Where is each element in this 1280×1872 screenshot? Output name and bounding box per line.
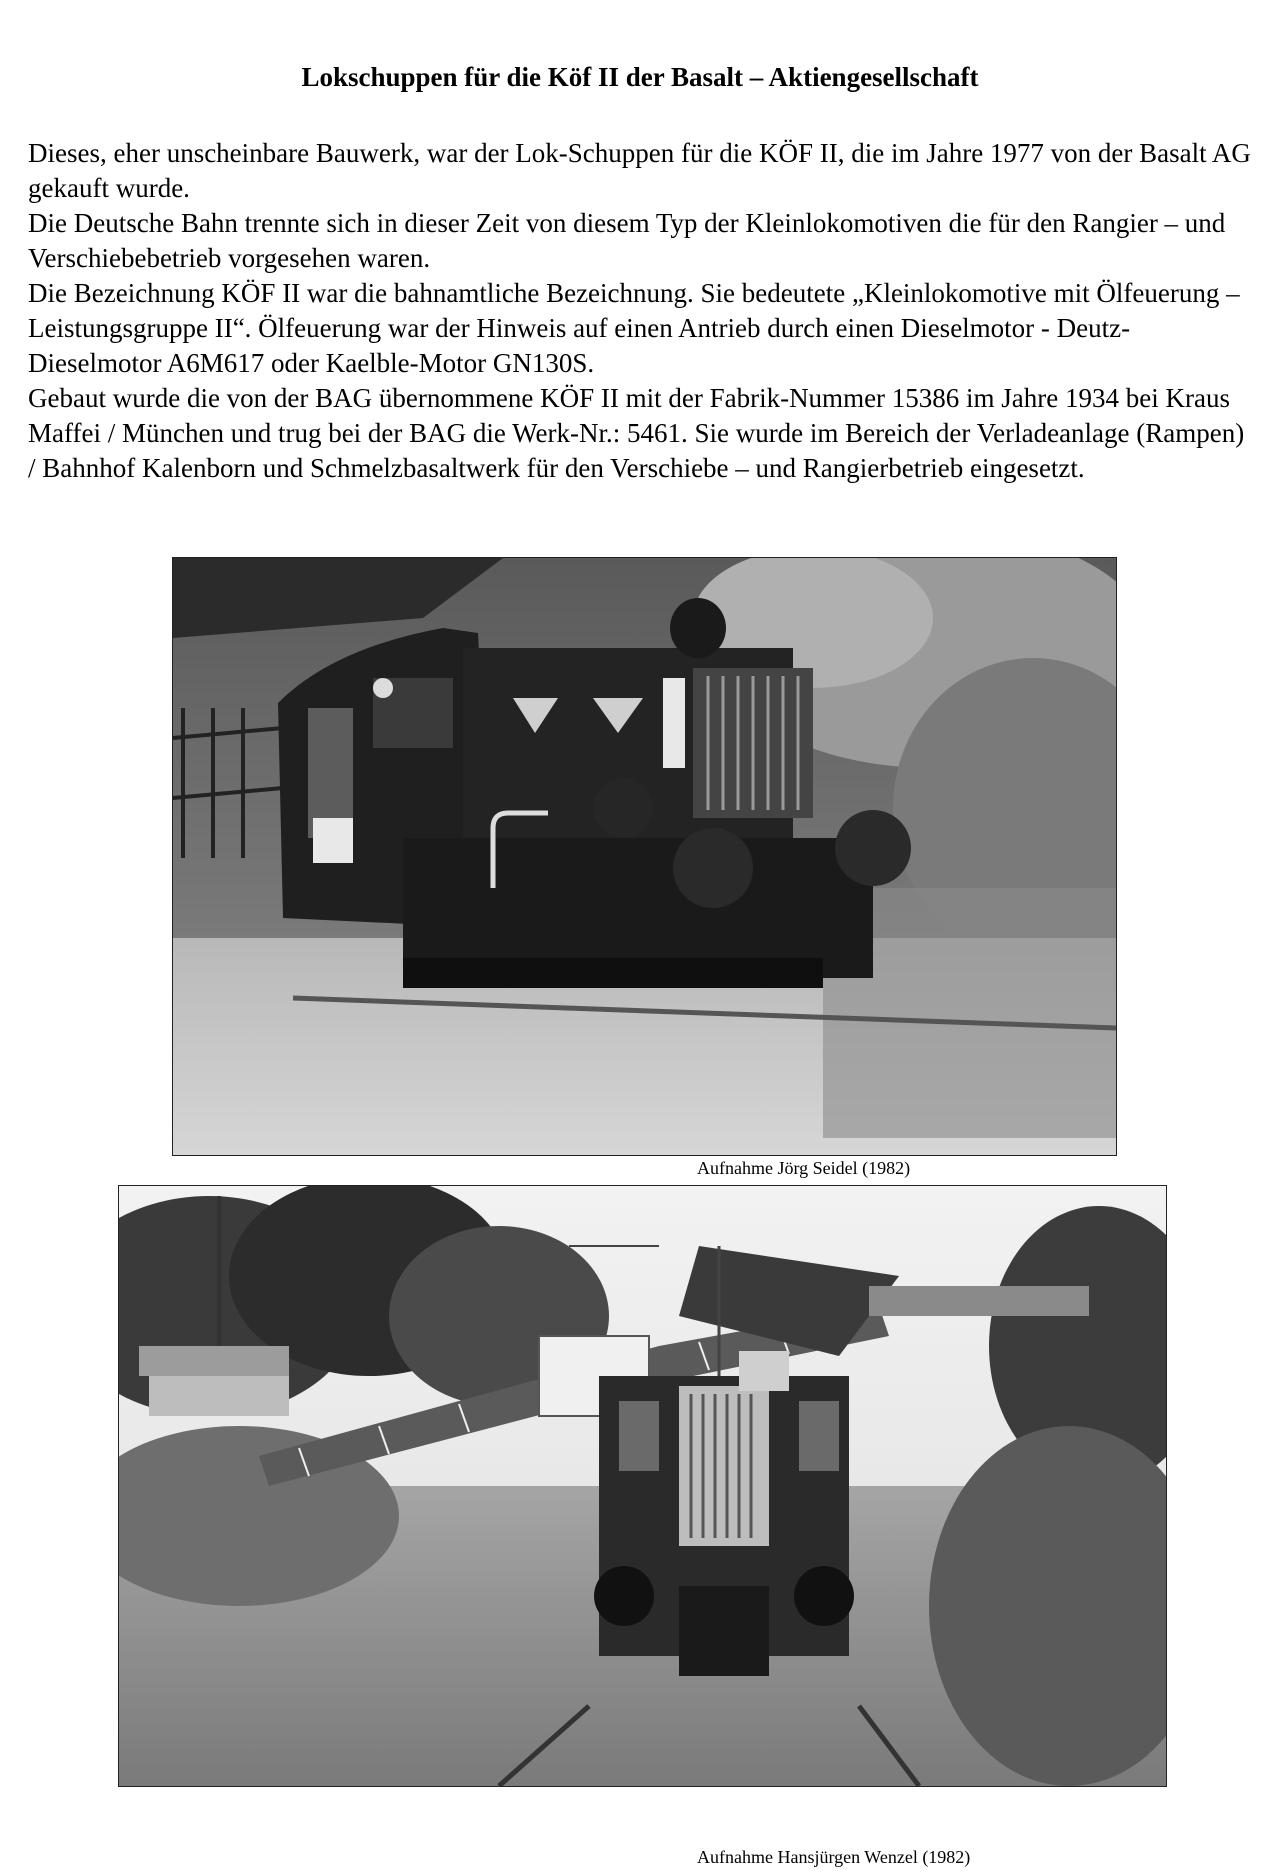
- paragraph: Die Bezeichnung KÖF II war die bahnamtliche Bezeichnung. Sie bedeutete „Kleinlokomotive mit Ölfeuerung – Leistungsgruppe II“. Ölfeuerung war der Hinweis auf einen Antrieb durch einen Dieselmotor - Deutz-Dieselmotor A6M617 oder Kaelble-Motor GN130S.: [28, 278, 1240, 378]
- page-title: Lokschuppen für die Köf II der Basalt – Aktiengesellschaft: [301, 62, 979, 92]
- paragraph: Die Deutsche Bahn trennte sich in dieser Zeit von diesem Typ der Kleinlokomotiven die für den Rangier – und Verschiebebetrieb vorgesehen waren.: [28, 208, 1226, 273]
- paragraph: Dieses, eher unscheinbare Bauwerk, war der Lok-Schuppen für die KÖF II, die im Jahre 1977 von der Basalt AG gekauft wurde.: [28, 138, 1251, 203]
- locomotive-photo-1: [172, 557, 1117, 1156]
- locomotive-photo-2: [118, 1185, 1167, 1787]
- photo-caption: Aufnahme Hansjürgen Wenzel (1982): [697, 1847, 971, 1867]
- paragraph: Gebaut wurde die von der BAG übernommene KÖF II mit der Fabrik-Nummer 15386 im Jahre 1934 bei Kraus Maffei / München und trug bei der BAG die Werk-Nr.: 5461. Sie wurde im Bereich der Verladeanlage (Rampen) / Bahnhof Kalenborn und Schmelzbasaltwerk für den Verschiebe – und Rangierbetrieb eingesetzt.: [28, 383, 1245, 483]
- body-text: [28, 136, 1258, 486]
- photo-caption: Aufnahme Jörg Seidel (1982): [697, 1158, 911, 1178]
